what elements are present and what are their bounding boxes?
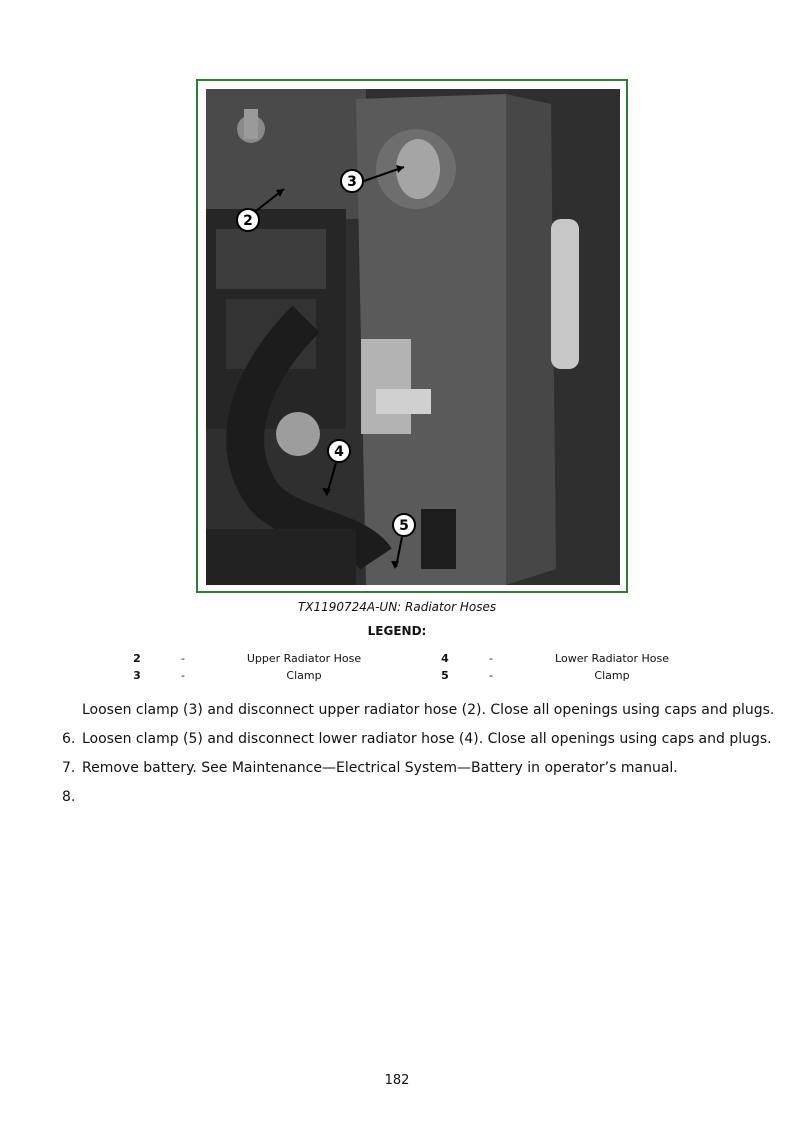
step-number: 6. (62, 731, 76, 747)
legend-title: LEGEND: (367, 624, 427, 638)
legend-dash: - (181, 652, 185, 665)
legend-dash: - (181, 669, 185, 682)
legend-row (0, 669, 794, 685)
legend-row (0, 652, 794, 668)
callout-3: 3 (347, 174, 357, 190)
legend-number: 5 (441, 669, 449, 682)
legend-dash: - (489, 652, 493, 665)
step-number: 8. (62, 789, 76, 805)
step-text: Loosen clamp (5) and disconnect lower radiator hose (4). Close all openings using caps and plugs. (82, 731, 772, 747)
legend-number: 4 (441, 652, 449, 665)
legend-number: 2 (133, 652, 141, 665)
legend-description: Clamp (594, 669, 630, 682)
page-number: 182 (384, 1073, 410, 1088)
legend-number: 3 (133, 669, 141, 682)
legend-description: Lower Radiator Hose (555, 652, 669, 665)
step-text: Loosen clamp (3) and disconnect upper radiator hose (2). Close all openings using caps and plugs. (82, 702, 775, 718)
step-text: Remove battery. See Maintenance—Electrical System—Battery in operator’s manual. (82, 760, 678, 776)
radiator-hoses-photo (206, 89, 620, 585)
step-number: 7. (62, 760, 76, 776)
legend-dash: - (489, 669, 493, 682)
radiator-photo-illustration (206, 89, 620, 585)
legend-description: Clamp (286, 669, 322, 682)
callout-4: 4 (334, 444, 344, 460)
figure-caption: TX1190724A-UN: Radiator Hoses (297, 600, 497, 614)
callout-5: 5 (399, 518, 409, 534)
figure-frame (196, 79, 628, 593)
legend-description: Upper Radiator Hose (246, 652, 362, 665)
callout-2: 2 (243, 213, 253, 229)
